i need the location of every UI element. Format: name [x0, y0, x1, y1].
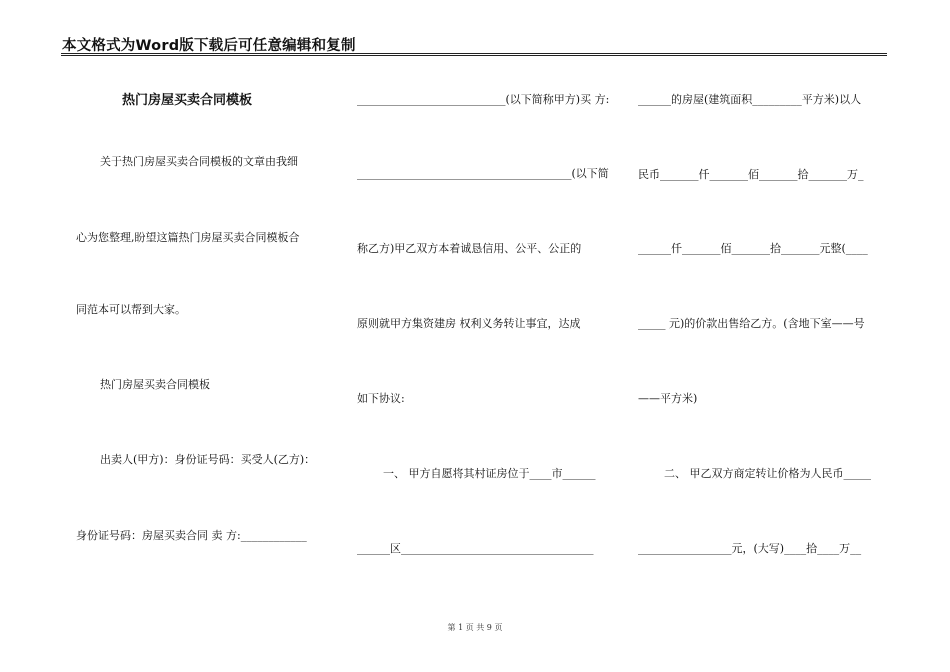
paragraph-line: 原则就甲方集资建房 权利义务转让事宜，达成 — [357, 317, 581, 330]
header-rule — [61, 53, 887, 54]
paragraph-line: 身份证号码：房屋买卖合同 卖 方:____________ — [76, 529, 307, 542]
paragraph-line: _____ 元)的价款出售给乙方。(含地下室——号 — [638, 317, 865, 330]
header-rule-double — [61, 55, 887, 56]
paragraph-line: ______区___________________________________ — [357, 542, 594, 555]
paragraph-line: 二、 甲乙双方商定转让价格为人民币_____ — [664, 467, 871, 480]
paragraph-line: 关于热门房屋买卖合同模板的文章由我细 — [100, 155, 298, 168]
paragraph-line: 一、 甲方自愿将其村证房位于____市______ — [383, 467, 596, 480]
paragraph-line: 心为您整理,盼望这篇热门房屋买卖合同模板合 — [76, 231, 300, 244]
paragraph-line: 出卖人(甲方)：身份证号码：买受人(乙方)： — [100, 453, 316, 466]
paragraph-line: _________________元，(大写)____拾____万__ — [638, 542, 862, 555]
page-number-footer: 第 1 页 共 9 页 — [447, 623, 503, 632]
paragraph-line: _______________________________________(以下简 — [357, 167, 609, 180]
paragraph-line: 如下协议: — [357, 392, 405, 405]
document-title: 热门房屋买卖合同模板 — [122, 93, 253, 108]
paragraph-line: 同范本可以帮到大家。 — [76, 303, 186, 316]
paragraph-line: ______的房屋(建筑面积_________平方米)以人 — [638, 93, 862, 106]
section-heading: 热门房屋买卖合同模板 — [100, 378, 210, 391]
paragraph-line: ___________________________(以下简称甲方)买 方: — [357, 93, 610, 106]
paragraph-line: ——平方米) — [638, 392, 698, 405]
paragraph-line: 民币_______仟_______佰_______拾_______万_ — [638, 168, 864, 181]
paragraph-line: 称乙方)甲乙双方本着诚恳信用、公平、公正的 — [357, 242, 582, 255]
paragraph-line: ______仟_______佰_______拾_______元整(____ — [638, 242, 868, 255]
document-header-title: 本文格式为Word版下载后可任意编辑和复制 — [62, 38, 356, 54]
